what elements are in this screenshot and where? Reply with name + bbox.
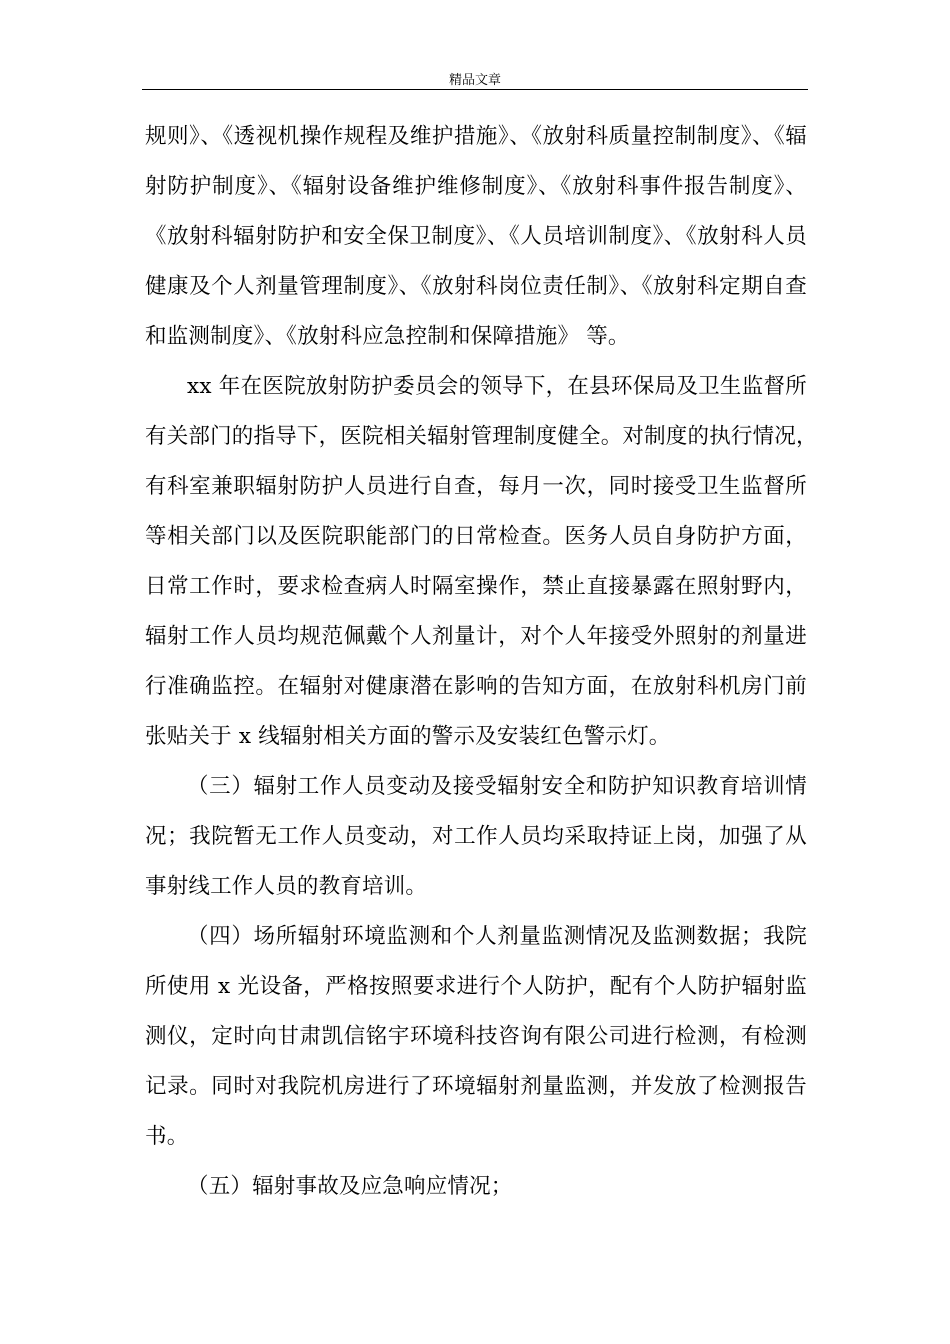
header-divider bbox=[142, 89, 808, 90]
text-line: 等相关部门以及医院职能部门的日常检查。医务人员自身防护方面， bbox=[145, 524, 807, 549]
page-header: 精品文章 bbox=[448, 73, 501, 88]
text-line: 况；我院暂无工作人员变动，对工作人员均采取持证上岗，加强了从 bbox=[145, 824, 807, 849]
text-line: 规则》、《透视机操作规程及维护措施》、《放射科质量控制制度》、《辐 bbox=[145, 124, 807, 149]
text-line: 射防护制度》、《辐射设备维护维修制度》、《放射科事件报告制度》、 bbox=[145, 174, 807, 199]
text-line: 有关部门的指导下，医院相关辐射管理制度健全。对制度的执行情况， bbox=[145, 424, 818, 449]
text-line: 和监测制度》、《放射科应急控制和保障措施》 等。 bbox=[145, 324, 630, 349]
paragraph-first-line: xx 年在医院放射防护委员会的领导下，在县环保局及卫生监督所 bbox=[187, 374, 807, 399]
paragraph-first-line: （三）辐射工作人员变动及接受辐射安全和防护知识教育培训情 bbox=[187, 774, 807, 799]
paragraph-first-line: （四）场所辐射环境监测和个人剂量监测情况及监测数据；我院 bbox=[187, 924, 807, 949]
text-line: 测仪，定时向甘肃凯信铭宇环境科技咨询有限公司进行检测，有检测 bbox=[145, 1024, 807, 1049]
text-line: 事射线工作人员的教育培训。 bbox=[145, 874, 428, 899]
text-line: 张贴关于 x 线辐射相关方面的警示及安装红色警示灯。 bbox=[145, 724, 671, 749]
text-line: 有科室兼职辐射防护人员进行自查，每月一次，同时接受卫生监督所 bbox=[145, 474, 807, 499]
text-line: 书。 bbox=[145, 1124, 189, 1149]
paragraph-first-line: （五）辐射事故及应急响应情况； bbox=[187, 1174, 513, 1199]
text-line: 行准确监控。在辐射对健康潜在影响的告知方面，在放射科机房门前 bbox=[145, 674, 807, 699]
text-line: 辐射工作人员均规范佩戴个人剂量计，对个人年接受外照射的剂量进 bbox=[145, 624, 807, 649]
text-line: 所使用 x 光设备，严格按照要求进行个人防护，配有个人防护辐射监 bbox=[145, 974, 807, 999]
text-line: 健康及个人剂量管理制度》、《放射科岗位责任制》、《放射科定期自查 bbox=[145, 274, 807, 299]
text-line: 记录。同时对我院机房进行了环境辐射剂量监测，并发放了检测报告 bbox=[145, 1074, 807, 1099]
text-line: 日常工作时，要求检查病人时隔室操作，禁止直接暴露在照射野内， bbox=[145, 574, 807, 599]
text-line: 《放射科辐射防护和安全保卫制度》、《人员培训制度》、《放射科人员 bbox=[145, 224, 807, 249]
